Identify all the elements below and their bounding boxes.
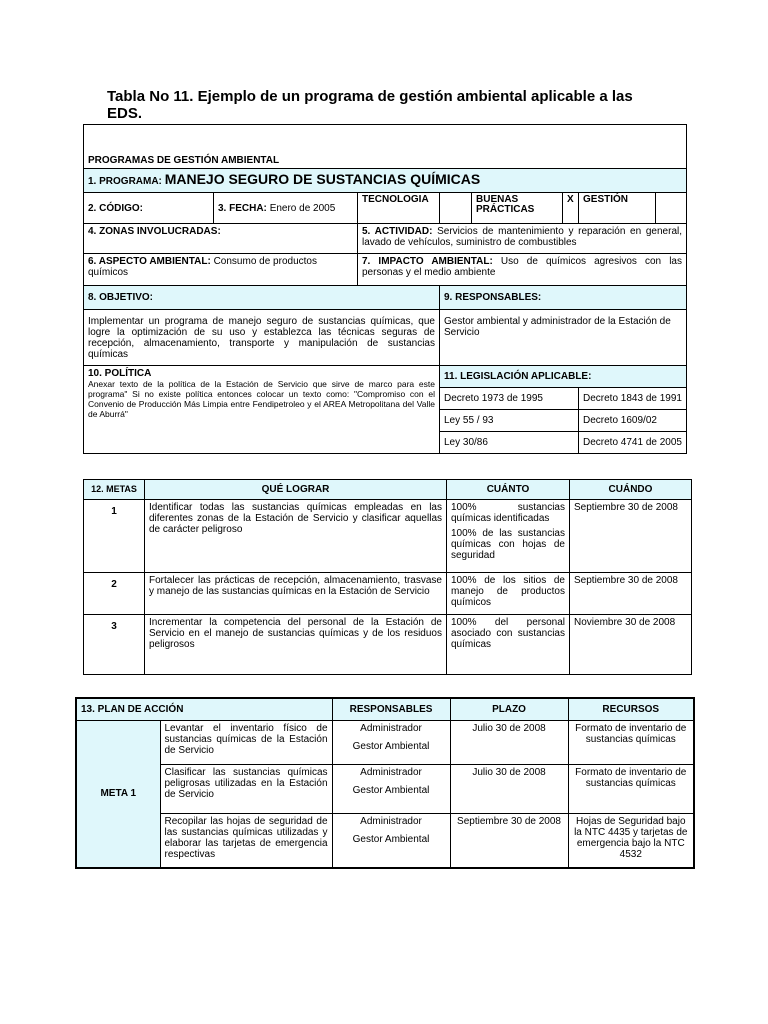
- metas-header: 12. METAS: [84, 480, 145, 500]
- plan-resp-b: Gestor Ambiental: [352, 740, 430, 752]
- plan-responsables: [332, 720, 450, 764]
- politica-label: 10. POLÍTICA: [88, 368, 152, 379]
- environmental-program-table: [83, 124, 687, 454]
- plan-resp-b: Gestor Ambiental: [352, 784, 430, 796]
- plan-accion: Clasificar las sustancias químicas peligrosas utilizadas en la Estación de Servicio: [160, 764, 332, 813]
- tecnologia-check: [440, 193, 472, 224]
- meta-1-label: META 1: [76, 720, 160, 868]
- meta-cuanto-a: 100% sustancias químicas identificadas: [451, 502, 565, 524]
- actividad-cell: [358, 224, 687, 254]
- politica-cell: [84, 366, 440, 454]
- meta-number: 2: [84, 573, 145, 615]
- table-row: [84, 500, 692, 573]
- plan-plazo: Julio 30 de 2008: [450, 764, 568, 813]
- plan-accion: Recopilar las hojas de seguridad de las sustancias químicas utilizadas y elaborar las tarjetas de emergencia respectivas: [160, 813, 332, 868]
- legislacion-item: Decreto 1973 de 1995: [440, 388, 579, 410]
- plan-resp-a: Administrador: [360, 722, 422, 734]
- meta-cuanto: [447, 500, 570, 573]
- meta-cuando: Noviembre 30 de 2008: [570, 615, 692, 675]
- plan-responsables: [332, 764, 450, 813]
- politica-text: Anexar texto de la política de la Estación de Servicio que sirve de marco para este programa" Si no existe política entonces colocar un texto como: "Compromiso con el Convenio de Producción Más Limpia entre Fendipetroleo y el AREA Metropolitana del Valle de Aburrá": [88, 379, 435, 419]
- table-row: [76, 764, 694, 813]
- plan-resp-a: Administrador: [360, 815, 422, 827]
- plazo-header: PLAZO: [450, 698, 568, 720]
- fecha-cell: [214, 193, 358, 224]
- plan-recursos: Formato de inventario de sustancias químicas: [568, 720, 694, 764]
- table-row: [76, 813, 694, 868]
- actividad-label: 5. ACTIVIDAD:: [362, 226, 433, 237]
- responsables-label: 9. RESPONSABLES:: [440, 286, 687, 310]
- codigo-label: 2. CÓDIGO:: [84, 193, 214, 224]
- program-header: PROGRAMAS DE GESTIÓN AMBIENTAL: [84, 125, 687, 169]
- responsables-header: RESPONSABLES: [332, 698, 450, 720]
- meta-number: 3: [84, 615, 145, 675]
- zonas-label: 4. ZONAS INVOLUCRADAS:: [84, 224, 358, 254]
- program-row: [84, 169, 687, 193]
- impacto-label: 7. IMPACTO AMBIENTAL:: [362, 256, 493, 267]
- responsables-value: Gestor ambiental y administrador de la Estación de Servicio: [440, 310, 687, 366]
- meta-cuanto: 100% del personal asociado con sustancias químicas: [447, 615, 570, 675]
- table-row: [76, 720, 694, 764]
- cuanto-header: CUÁNTO: [447, 480, 570, 500]
- meta-number: 1: [84, 500, 145, 573]
- plan-accion: Levantar el inventario físico de sustancias químicas de la Estación de Servicio: [160, 720, 332, 764]
- buenas-practicas-label: BUENAS PRÁCTICAS: [472, 193, 563, 224]
- meta-cuando: Septiembre 30 de 2008: [570, 573, 692, 615]
- fecha-label: 3. FECHA:: [218, 202, 267, 214]
- objetivo-value: Implementar un programa de manejo seguro de sustancias químicas, que logre la optimización de su uso y establezca las técnicas seguras de recepción, almacenamiento, transporte y manipulación de sustancias químicas: [84, 310, 440, 366]
- gestion-check: [656, 193, 687, 224]
- legislacion-item: Ley 55 / 93: [440, 410, 579, 432]
- actividad-value: Servicios de mantenimiento y reparación en general, lavado de vehículos, suministro de combustibles: [362, 226, 683, 248]
- tecnologia-label: TECNOLOGIA: [358, 193, 440, 224]
- meta-cuanto-b: 100% de las sustancias químicas con hojas de seguridad: [451, 528, 565, 561]
- legislacion-label: 11. LEGISLACIÓN APLICABLE:: [440, 366, 687, 388]
- plan-resp-b: Gestor Ambiental: [352, 833, 430, 845]
- legislacion-item: Decreto 1609/02: [579, 410, 687, 432]
- document-title: Tabla No 11. Ejemplo de un programa de gestión ambiental aplicable a las EDS.: [107, 88, 633, 122]
- meta-cuanto: 100% de los sitios de manejo de productos químicos: [447, 573, 570, 615]
- que-lograr-header: QUÉ LOGRAR: [145, 480, 447, 500]
- x-mark: X: [563, 193, 579, 224]
- gestion-label: GESTIÓN: [579, 193, 656, 224]
- fecha-value: Enero de 2005: [269, 202, 336, 214]
- table-row: [84, 573, 692, 615]
- aspecto-value: Consumo de productos químicos: [88, 256, 317, 278]
- meta-que: Fortalecer las prácticas de recepción, almacenamiento, trasvase y manejo de las sustancias químicas en la Estación de Servicio: [145, 573, 447, 615]
- impacto-value: Uso de químicos agresivos con las personas y el medio ambiente: [362, 256, 682, 278]
- meta-que: Incrementar la competencia del personal de la Estación de Servicio en el manejo de sustancias químicas y de los residuos peligrosos: [145, 615, 447, 675]
- aspecto-label: 6. ASPECTO AMBIENTAL:: [88, 256, 211, 267]
- plan-recursos: Formato de inventario de sustancias químicas: [568, 764, 694, 813]
- plan-plazo: Septiembre 30 de 2008: [450, 813, 568, 868]
- objetivo-label: 8. OBJETIVO:: [84, 286, 440, 310]
- plan-header: 13. PLAN DE ACCIÓN: [76, 698, 332, 720]
- legislacion-item: Ley 30/86: [440, 432, 579, 454]
- table-row: [84, 615, 692, 675]
- recursos-header: RECURSOS: [568, 698, 694, 720]
- meta-que: Identificar todas las sustancias químicas empleadas en las diferentes zonas de la Estación de Servicio y clasificar aquellas de carácter peligroso: [145, 500, 447, 573]
- legislacion-item: Decreto 4741 de 2005: [579, 432, 687, 454]
- plan-plazo: Julio 30 de 2008: [450, 720, 568, 764]
- meta-cuando: Septiembre 30 de 2008: [570, 500, 692, 573]
- legislacion-item: Decreto 1843 de 1991: [579, 388, 687, 410]
- aspecto-cell: [84, 254, 358, 286]
- cuando-header: CUÁNDO: [570, 480, 692, 500]
- impacto-cell: [358, 254, 687, 286]
- plan-responsables: [332, 813, 450, 868]
- plan-resp-a: Administrador: [360, 766, 422, 778]
- program-label: 1. PROGRAMA:: [88, 176, 162, 187]
- plan-accion-table: [75, 697, 695, 869]
- plan-recursos: Hojas de Seguridad bajo la NTC 4435 y tarjetas de emergencia bajo la NTC 4532: [568, 813, 694, 868]
- metas-table: [83, 479, 692, 675]
- program-name: MANEJO SEGURO DE SUSTANCIAS QUÍMICAS: [164, 171, 481, 187]
